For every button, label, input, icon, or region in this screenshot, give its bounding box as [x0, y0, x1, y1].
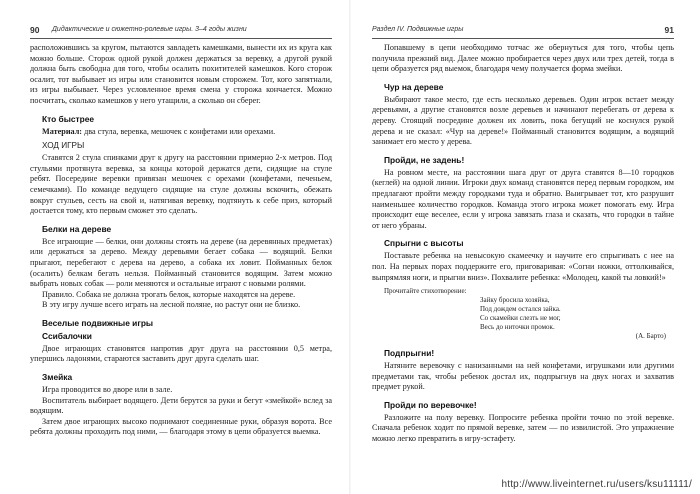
watermark-url: http://www.liveinternet.ru/users/ksu11111/ [501, 479, 692, 490]
heading-veselye-igry: Веселые подвижные игры [42, 317, 154, 328]
sshibalochki-paragraph: Двое играющих становятся напротив друг друга на расстоянии 0,5 метра, упершись ладонями, стараются заставить друг друга сделать шаг. [30, 343, 332, 364]
poem-lead: Прочитайте стихотворение: [384, 287, 467, 296]
right-page [350, 0, 700, 494]
heading-sshibalochki: Ссибалочки [42, 330, 92, 341]
right-page-number: 91 [664, 25, 674, 35]
zmeika-paragraph-2: Воспитатель выбирает водящего. Дети берутся за руки и бегут «змейкой» вслед за водящим. [30, 395, 332, 416]
proidi-paragraph: На ровном месте, на расстоянии шага друг от друга ставятся 8—10 городков (кеглей) на одной линии. Игроки двух команд становятся перед первым городком, им предлагают пройти между городками туда и обратно. Выигрывает тот, кто разрушит наименьшее количество городков. Команда этого игрока может помогать ему. Игра происходит еще веселее, если у игрока завязать глаза и сказать, что городки в тайне от него убраны. [372, 167, 674, 230]
right-running-title: Раздел IV. Подвижные игры [372, 26, 464, 33]
belki-paragraph-3: В эту игру лучше всего играть на лесной поляне, но растут они не близко. [42, 300, 301, 310]
poem-author: (А. Барто) [635, 332, 666, 341]
left-running-title: Дидактические и сюжетно-ролевые игры. 3–4 годы жизни [52, 26, 247, 33]
heading-belki: Белки на дереве [42, 223, 112, 234]
heading-proidi-ne-zadeni: Пройди, не задень! [384, 154, 465, 165]
heading-chur-na-dereve: Чур на дереве [384, 81, 444, 92]
zmeika-paragraph-3: Затем двое играющих высоко поднимают соединенные руки, образуя ворота. Все ребята должны проходить под ними, — благодаря этому в цепи образуется выемка. [30, 416, 332, 437]
heading-podprygni: Подпрыгни! [384, 348, 435, 359]
material-label: Материал: [42, 126, 83, 136]
heading-kto-bystree: Кто быстрее [42, 113, 95, 124]
sprygni-paragraph: Поставьте ребенка на невысокую скамеечку и научите его спрыгивать с нее на пол. На первых порах поддержите его, приговаривая: «Согни ножки, оттолкивайся, выпрямляя ноги, и прыгни вниз». Похвалите ребенка: «Молодец, какой ты ловкий!» [372, 251, 674, 282]
verevochka-paragraph: Разложите на полу веревку. Попросите ребенка пройти точно по этой веревке. Сначала ребенок ходит по прямой веревке, затем — по извилистой. Это упражнение можно легко превратить в игру-эстафету. [372, 412, 674, 444]
left-running-head [30, 24, 332, 39]
poem-line: Со скамейки слезть не мог, [480, 314, 561, 323]
poem-block [372, 287, 674, 341]
heading-sprygni: Спрыгни с высоты [384, 238, 464, 249]
podprygni-paragraph: Натяните веревочку с нанизанными на ней конфетами, игрушками или другими предметами так, чтобы ребенок достал их, подпрыгнув на двух ногах и захватив предмет рукой. [372, 361, 674, 392]
heading-proidi-po-verevochke: Пройди по веревочке! [384, 399, 477, 410]
belki-rule: Правило. Собака не должна трогать белок, которые находятся на дереве. [42, 289, 296, 299]
heading-zmeika: Змейка [42, 372, 73, 383]
kto-bystree-paragraph: Ставятся 2 стула спинками друг к другу на расстоянии примерно 2-х метров. Под стульями протянута веревка, за концы которой держатся дети, сидящие на стуле ребят. Посередине веревки привязан мешочек с орехами (конфетами, печеньем, семечками). По команде ведущего сидящие на стуле должны вскочить, обежать вокруг стульев, сесть на свой и, натягивая веревку, подтянуть к себе приз, который достается тому, кто первым сможет это сделать. [30, 153, 332, 216]
material-text: два стула, веревка, мешочек с конфетами или орехами. [84, 126, 276, 136]
poem-line: Под дождем остался зайка. [480, 305, 561, 314]
poem-line: Весь до ниточки промок. [480, 323, 555, 332]
right-intro-paragraph: Попавшему в цепи необходимо тотчас же обернуться для того, чтобы цепь получила прежний вид. Далее можно пробирается через двух или трех детей, тогда в цепи образуется ряд выемок, благодаря чему получается форма змейки. [372, 43, 674, 74]
material-line [30, 127, 332, 138]
right-running-head [372, 24, 674, 39]
chur-paragraph: Выбирают такое место, где есть несколько деревьев. Один игрок встает между деревьями, а другие становятся возле деревьев и начинают перебегать от дерева к дереву. Стоящий посредине должен их ловить, пока бегущий не коснулся рукой дерева и не сказал: «Чур на дереве!» Пойманный становится водящим, а водящий занимает его место у дерева. [372, 94, 674, 147]
poem-line: Зайку бросила хозяйка, [480, 296, 550, 305]
belki-paragraph-1: Все играющие — белки, они должны стоять на дереве (на деревянных предметах) или держаться за дерево. Между деревьями бегает собака — водящий. Белки прыгают, перебегают с дерева на дерево, а собака их ловит. Пойманных белок (осалить) белкам бегать нельзя. Пойманный становится водящим. Затем можно выбрать новых собак — роли меняются и остальные играют с новыми ролями. [30, 236, 332, 289]
left-page-number: 90 [30, 25, 40, 35]
zmeika-paragraph-1: Игра проводится во дворе или в зале. [42, 385, 173, 395]
hod-igry-title: ХОД ИГРЫ [42, 141, 85, 151]
left-intro-paragraph: расположившись за кругом, пытаются завладеть камешками, вынести их из круга как можно больше. Сторож одной рукой должен держаться за веревку, а другой рукой должна быть свободна для того, чтобы осалить похитителей камешков. Кого сторож осалит, тот выбывает из игры или становится новым сторожем. Тот, кого запятнали, из игры выбывает. Через условленное время смена у сторожа кончается. Можно посчитать, сколько камешков у него утащили, а сколько он сберег. [30, 43, 332, 105]
poem-lines [480, 296, 674, 332]
